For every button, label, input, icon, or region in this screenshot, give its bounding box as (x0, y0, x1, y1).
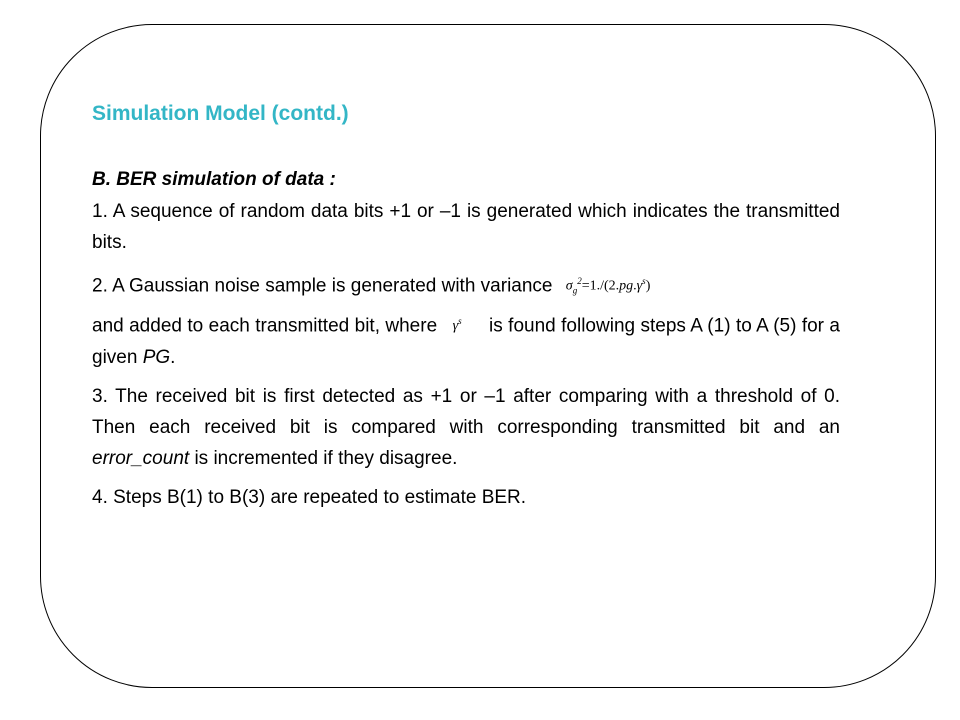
formula-close: ) (645, 278, 651, 294)
formula-sigma-sub: g (572, 285, 578, 296)
step-4-paragraph: 4. Steps B(1) to B(3) are repeated to estimate BER. (92, 487, 527, 509)
formula-dot: . (633, 278, 637, 294)
step-3-text-after: is incremented if they disagree. (194, 448, 458, 470)
step-3-text-before: 3. The received bit is first detected as +1 or –1 after comparing with a threshold of 0. Then each received bit is compared with corresponding transmitted bit and an (92, 386, 840, 439)
gamma-char: γ (452, 319, 459, 335)
error-count-term: error_count (92, 448, 190, 470)
step-2-text-after: is found following steps A (1) to A (5) for a given (92, 316, 840, 369)
formula-pg: pg (619, 278, 634, 294)
formula-equals: =1./(2. (581, 278, 620, 294)
gamma-sup: s (458, 316, 462, 327)
gamma-symbol (453, 306, 462, 342)
formula-sigma: σ (565, 278, 573, 294)
step-2-paragraph (92, 266, 840, 373)
section-heading: B. BER simulation of data : (92, 169, 336, 190)
step-2-text-middle: and added to each transmitted bit, where (92, 316, 438, 338)
step-2-end: . (170, 347, 176, 369)
step-2-text-before: 2. A Gaussian noise sample is generated with variance (92, 275, 553, 297)
pg-term: PG (142, 347, 171, 369)
slide-title: Simulation Model (contd.) (92, 102, 349, 125)
formula-gamma-sup: s (642, 276, 646, 286)
step-1-paragraph: 1. A sequence of random data bits +1 or –1 is generated which indicates the transmitted bits. (92, 201, 840, 253)
variance-formula (566, 266, 651, 306)
slide-content (92, 166, 840, 521)
formula-gamma: γ (636, 278, 643, 294)
formula-sigma-sup: 2 (577, 276, 582, 286)
step-3-paragraph (92, 381, 840, 474)
